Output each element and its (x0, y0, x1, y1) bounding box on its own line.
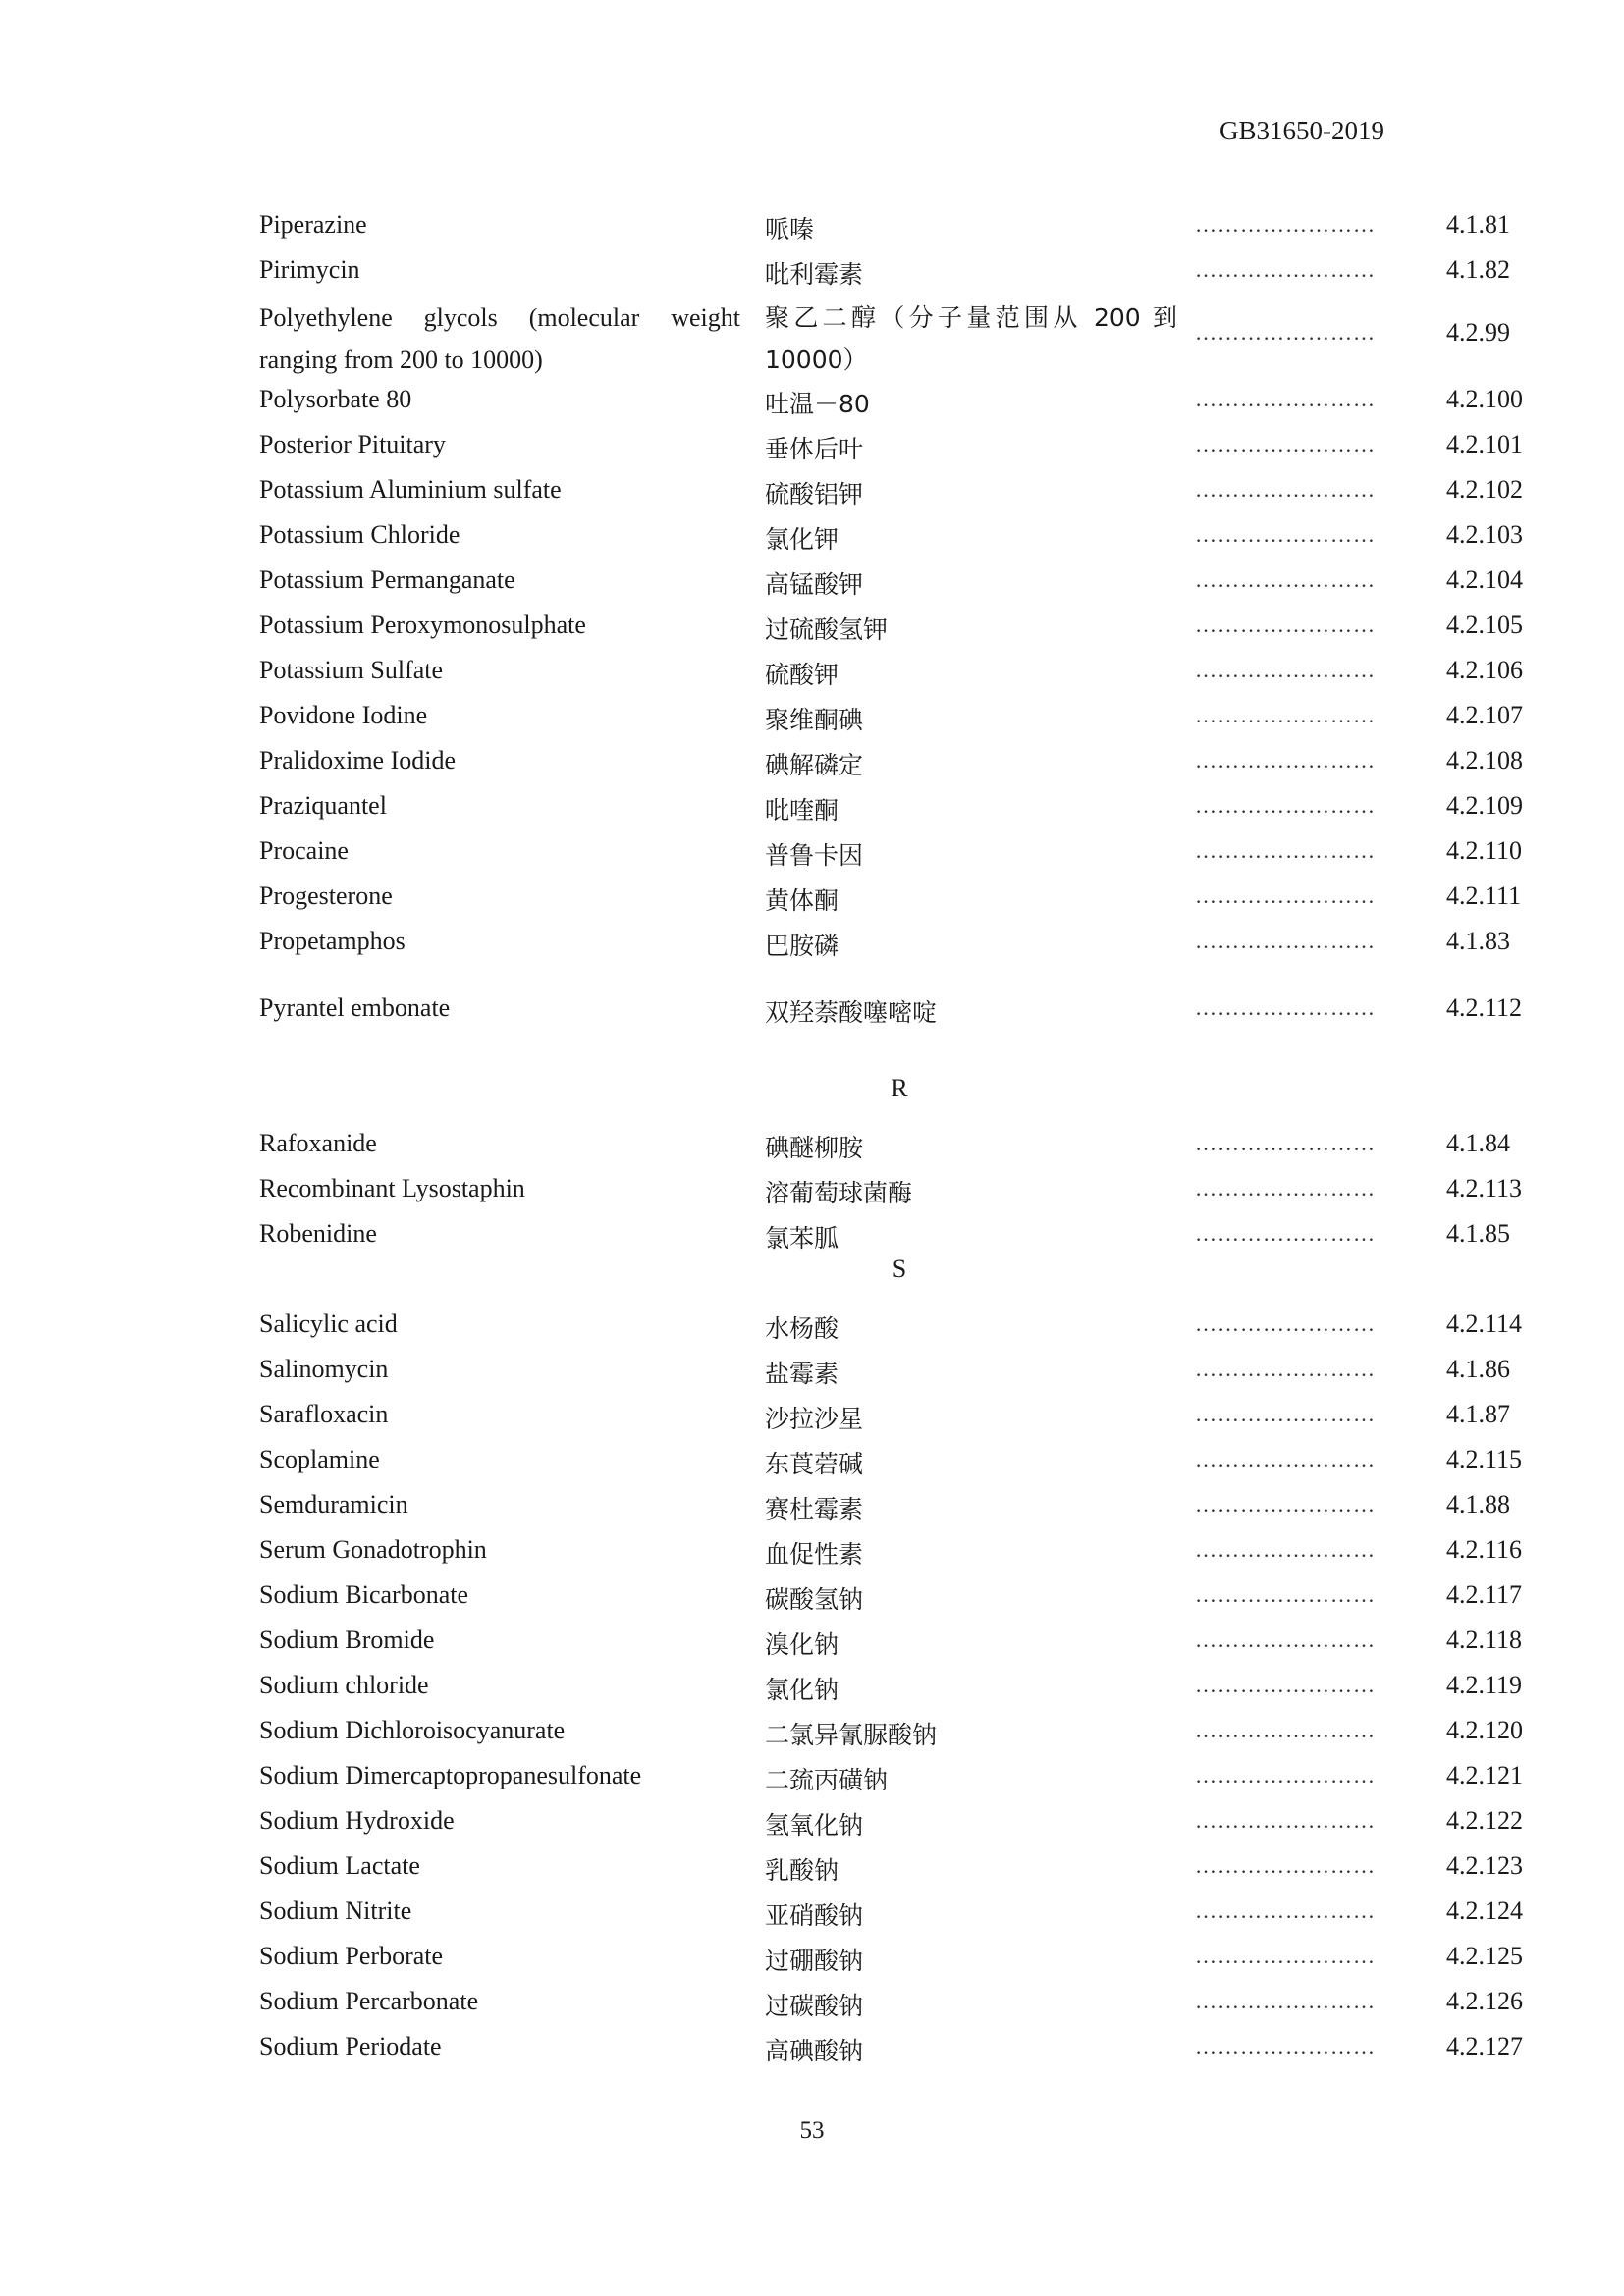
index-entry (259, 556, 1540, 601)
entry-chinese-name: 垂体后叶 (765, 435, 864, 463)
entry-reference: 4.2.117 (1446, 1580, 1523, 1609)
entry-reference: 4.2.104 (1446, 565, 1523, 594)
index-entry (259, 691, 1540, 736)
dot-leader: …………………… (1195, 1582, 1376, 1607)
index-entry (259, 1480, 1540, 1525)
entry-reference: 4.2.115 (1446, 1445, 1523, 1473)
dot-leader: …………………… (1195, 567, 1376, 592)
entry-reference: 4.2.110 (1446, 836, 1523, 865)
index-entry (259, 510, 1540, 556)
entry-chinese-name: 过硼酸钠 (765, 1947, 864, 1975)
entry-chinese-name: 双羟萘酸噻嘧啶 (765, 998, 938, 1027)
entry-reference: 4.2.106 (1446, 656, 1523, 684)
entry-english-name: Procaine (259, 836, 349, 865)
entry-reference: 4.2.101 (1446, 430, 1523, 458)
entry-reference: 4.2.102 (1446, 475, 1523, 504)
entry-chinese-name: 聚维酮碘 (765, 706, 864, 734)
dot-leader: …………………… (1195, 1763, 1376, 1788)
index-entry (259, 465, 1540, 510)
entry-reference: 4.2.124 (1446, 1896, 1523, 1925)
entry-english-name: Robenidine (259, 1219, 377, 1248)
entry-chinese-name: 二巯丙磺钠 (765, 1766, 889, 1794)
entry-reference: 4.2.108 (1446, 746, 1523, 774)
entry-chinese-name: 吡利霉素 (765, 260, 864, 289)
dot-leader: …………………… (1195, 1447, 1376, 1471)
dot-leader: …………………… (1195, 1131, 1376, 1155)
dot-leader: …………………… (1195, 477, 1376, 502)
dot-leader: …………………… (1195, 1989, 1376, 2013)
entry-chinese-name: 吐温－80 (765, 390, 870, 418)
dot-leader: …………………… (1195, 1718, 1376, 1742)
entry-reference: 4.1.81 (1446, 210, 1510, 239)
dot-leader: …………………… (1195, 2034, 1376, 2058)
index-entry (259, 1119, 1540, 1164)
entry-reference: 4.1.86 (1446, 1355, 1510, 1383)
entry-english-name: Rafoxanide (259, 1129, 377, 1157)
entry-english-name: Serum Gonadotrophin (259, 1535, 487, 1564)
entry-chinese-name: 赛杜霉素 (765, 1495, 864, 1523)
entry-chinese-name: 黄体酮 (765, 886, 839, 915)
entry-reference: 4.2.116 (1446, 1535, 1523, 1564)
dot-leader: …………………… (1195, 703, 1376, 727)
dot-leader: …………………… (1195, 995, 1376, 1020)
section-letter: S (892, 1255, 907, 1283)
entry-reference: 4.2.118 (1446, 1626, 1523, 1654)
dot-leader: …………………… (1195, 387, 1376, 411)
entry-chinese-name: 氯化钠 (765, 1676, 839, 1704)
entry-english-name: Recombinant Lysostaphin (259, 1174, 525, 1202)
dot-leader: …………………… (1195, 1402, 1376, 1426)
dot-leader: …………………… (1195, 1492, 1376, 1517)
entry-english-name: Polyethylene glycols (molecular weight ranging from 200 to 10000) (259, 303, 740, 374)
dot-leader: …………………… (1195, 1221, 1376, 1246)
entry-chinese-name: 硫酸铝钾 (765, 480, 864, 508)
dot-leader: …………………… (1195, 793, 1376, 818)
entry-reference: 4.2.112 (1446, 993, 1523, 1022)
index-entry (259, 736, 1540, 781)
entry-english-name: Praziquantel (259, 791, 387, 820)
dot-leader: …………………… (1195, 658, 1376, 682)
entry-english-name: Sodium Hydroxide (259, 1806, 455, 1835)
dot-leader: …………………… (1195, 212, 1376, 237)
entry-english-name: Potassium Chloride (259, 520, 460, 549)
entry-english-name: Sodium Dimercaptopropanesulfonate (259, 1761, 642, 1789)
entry-chinese-name: 二氯异氰脲酸钠 (765, 1721, 938, 1749)
section-letter: R (891, 1074, 908, 1102)
entry-english-name: Semduramicin (259, 1490, 408, 1519)
entry-english-name: Potassium Sulfate (259, 656, 444, 684)
index-entry (259, 1796, 1540, 1842)
index-list (259, 200, 1540, 2067)
index-entry (259, 291, 1540, 375)
dot-leader: …………………… (1195, 1628, 1376, 1652)
index-entry (259, 1300, 1540, 1345)
entry-english-name: Sodium Nitrite (259, 1896, 412, 1925)
dot-leader: …………………… (1195, 1311, 1376, 1336)
entry-chinese-name: 硫酸钾 (765, 661, 839, 689)
entry-chinese-name: 巴胺磷 (765, 932, 839, 960)
entry-reference: 4.2.107 (1446, 701, 1523, 729)
entry-reference: 4.2.121 (1446, 1761, 1523, 1789)
entry-english-name: Scoplamine (259, 1445, 380, 1473)
dot-leader: …………………… (1195, 1176, 1376, 1201)
index-entry (259, 375, 1540, 420)
dot-leader: …………………… (1195, 257, 1376, 282)
index-entry (259, 1706, 1540, 1751)
dot-leader: …………………… (1195, 838, 1376, 863)
entry-reference: 4.1.83 (1446, 927, 1510, 955)
entry-english-name: Salinomycin (259, 1355, 389, 1383)
index-entry (259, 984, 1540, 1029)
entry-english-name: Sodium chloride (259, 1671, 429, 1699)
page-number: 53 (799, 2117, 825, 2144)
entry-chinese-name: 溶葡萄球菌酶 (765, 1179, 913, 1207)
entry-reference: 4.2.123 (1446, 1851, 1523, 1880)
entry-reference: 4.2.109 (1446, 791, 1523, 820)
entry-reference: 4.2.114 (1446, 1309, 1523, 1338)
entry-reference: 4.2.100 (1446, 385, 1523, 413)
entry-reference: 4.1.82 (1446, 255, 1510, 284)
index-entry (259, 1435, 1540, 1480)
entry-english-name: Propetamphos (259, 927, 406, 955)
entry-chinese-name: 血促性素 (765, 1540, 864, 1569)
entry-english-name: Sodium Perborate (259, 1942, 444, 1970)
dot-leader: …………………… (1195, 1853, 1376, 1878)
entry-english-name: Sodium Bromide (259, 1626, 435, 1654)
entry-chinese-name: 沙拉沙星 (765, 1405, 864, 1433)
index-entry (259, 1209, 1540, 1255)
dot-leader: …………………… (1195, 1537, 1376, 1562)
dot-leader: …………………… (1195, 522, 1376, 547)
index-entry (259, 917, 1540, 962)
entry-reference: 4.1.85 (1446, 1219, 1510, 1248)
dot-leader: …………………… (1195, 1357, 1376, 1381)
dot-leader: …………………… (1195, 1673, 1376, 1697)
entry-reference: 4.2.111 (1446, 881, 1522, 910)
entry-english-name: Sodium Percarbonate (259, 1987, 479, 2015)
entry-reference: 4.2.122 (1446, 1806, 1523, 1835)
entry-reference: 4.2.119 (1446, 1671, 1523, 1699)
entry-english-name: Pyrantel embonate (259, 993, 451, 1022)
entry-chinese-name: 吡喹酮 (765, 796, 839, 825)
dot-leader: …………………… (1195, 613, 1376, 637)
entry-chinese-name: 过碳酸钠 (765, 1992, 864, 2020)
entry-chinese-name: 普鲁卡因 (765, 841, 864, 870)
entry-chinese-name: 氢氧化钠 (765, 1811, 864, 1840)
index-entry (259, 1842, 1540, 1887)
entry-chinese-name: 碘醚柳胺 (765, 1134, 864, 1162)
dot-leader: …………………… (1195, 1944, 1376, 1968)
entry-english-name: Polysorbate 80 (259, 385, 412, 413)
entry-english-name: Sodium Periodate (259, 2032, 442, 2060)
entry-english-name: Pirimycin (259, 255, 360, 284)
dot-leader: …………………… (1195, 883, 1376, 908)
index-entry (259, 420, 1540, 465)
index-entry (259, 1345, 1540, 1390)
entry-reference: 4.2.125 (1446, 1942, 1523, 1970)
entry-reference: 4.2.113 (1446, 1174, 1523, 1202)
entry-reference: 4.1.88 (1446, 1490, 1510, 1519)
dot-leader: …………………… (1195, 432, 1376, 456)
index-entry (259, 646, 1540, 691)
index-entry (259, 200, 1540, 245)
entry-english-name: Pralidoxime Iodide (259, 746, 457, 774)
entry-english-name: Povidone Iodine (259, 701, 428, 729)
index-entry (259, 1932, 1540, 1977)
entry-chinese-name: 乳酸钠 (765, 1856, 839, 1885)
index-entry (259, 1887, 1540, 1932)
dot-leader: …………………… (1195, 929, 1376, 953)
entry-chinese-name: 碘解磷定 (765, 751, 864, 779)
entry-reference: 4.2.99 (1446, 318, 1510, 347)
entry-chinese-name: 水杨酸 (765, 1314, 839, 1343)
index-entry (259, 1661, 1540, 1706)
index-entry (259, 245, 1540, 291)
document-code: GB31650-2019 (1219, 116, 1384, 145)
entry-chinese-name: 聚乙二醇（分子量范围从 200 到 10000） (765, 303, 1177, 374)
index-entry (259, 827, 1540, 872)
entry-reference: 4.2.105 (1446, 611, 1523, 639)
entry-reference: 4.2.120 (1446, 1716, 1523, 1744)
entry-english-name: Piperazine (259, 210, 367, 239)
entry-chinese-name: 东莨菪碱 (765, 1450, 864, 1478)
entry-english-name: Potassium Peroxymonosulphate (259, 611, 586, 639)
dot-leader: …………………… (1195, 1898, 1376, 1923)
index-entry (259, 781, 1540, 827)
entry-chinese-name: 高锰酸钾 (765, 570, 864, 599)
entry-english-name: Potassium Permanganate (259, 565, 515, 594)
entry-chinese-name: 高碘酸钠 (765, 2037, 864, 2065)
entry-chinese-name: 哌嗪 (765, 215, 815, 243)
entry-chinese-name: 亚硝酸钠 (765, 1901, 864, 1930)
entry-reference: 4.1.84 (1446, 1129, 1510, 1157)
index-entry (259, 1571, 1540, 1616)
index-entry (259, 601, 1540, 646)
entry-chinese-name: 盐霉素 (765, 1360, 839, 1388)
entry-english-name: Salicylic acid (259, 1309, 398, 1338)
dot-leader: …………………… (1195, 1808, 1376, 1833)
entry-chinese-name: 氯化钾 (765, 525, 839, 554)
entry-english-name: Progesterone (259, 881, 393, 910)
entry-reference: 4.2.103 (1446, 520, 1523, 549)
dot-leader: …………………… (1195, 320, 1376, 345)
entry-reference: 4.2.126 (1446, 1987, 1523, 2015)
entry-chinese-name: 过硫酸氢钾 (765, 615, 889, 644)
entry-reference: 4.1.87 (1446, 1400, 1510, 1428)
index-entry (259, 1977, 1540, 2022)
index-entry (259, 1616, 1540, 1661)
index-entry (259, 872, 1540, 917)
entry-reference: 4.2.127 (1446, 2032, 1523, 2060)
index-entry (259, 1751, 1540, 1796)
dot-leader: …………………… (1195, 748, 1376, 773)
index-entry (259, 2022, 1540, 2067)
entry-english-name: Sodium Dichloroisocyanurate (259, 1716, 566, 1744)
entry-chinese-name: 氯苯胍 (765, 1224, 839, 1253)
entry-chinese-name: 碳酸氢钠 (765, 1585, 864, 1614)
index-entry (259, 1164, 1540, 1209)
index-entry (259, 1525, 1540, 1571)
entry-english-name: Sodium Bicarbonate (259, 1580, 469, 1609)
entry-english-name: Sodium Lactate (259, 1851, 420, 1880)
entry-english-name: Sarafloxacin (259, 1400, 389, 1428)
index-entry (259, 1390, 1540, 1435)
entry-chinese-name: 溴化钠 (765, 1630, 839, 1659)
entry-english-name: Potassium Aluminium sulfate (259, 475, 562, 504)
entry-english-name: Posterior Pituitary (259, 430, 446, 458)
